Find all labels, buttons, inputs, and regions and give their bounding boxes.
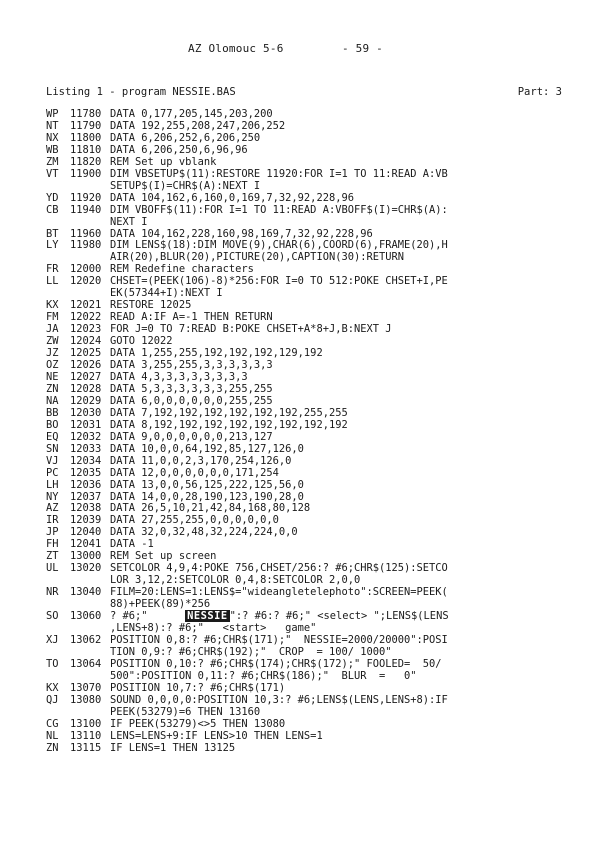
code-text: DATA 104,162,228,160,98,169,7,32,92,228,96 [110, 227, 373, 240]
checksum-code: ZM [46, 155, 59, 168]
checksum-code: XJ [46, 633, 59, 646]
line-number: 12035 [70, 466, 102, 479]
code-text: AIR(20),BLUR(20),PICTURE(20),CAPTION(30):RETURN [110, 251, 405, 264]
checksum-code: LY [46, 239, 59, 252]
listing-line [46, 695, 566, 707]
line-number: 12029 [70, 394, 102, 407]
code-text: FILM=20:LENS=1:LENS$="wideangletelephoto":SCREEN=PEEK( [110, 586, 448, 599]
line-number: 11810 [70, 143, 102, 156]
listing-line [46, 432, 566, 444]
checksum-code: ZT [46, 550, 59, 563]
line-number: 12033 [70, 442, 102, 455]
listing-line [46, 157, 566, 169]
listing-line [46, 444, 566, 456]
line-number: 13020 [70, 562, 102, 575]
checksum-code: FH [46, 538, 59, 551]
checksum-code: JA [46, 323, 59, 336]
code-text: DIM LENS$(18):DIM MOVE(9),CHAR(6),COORD(6),FRAME(20),H [110, 239, 448, 252]
checksum-code: JP [46, 526, 59, 539]
checksum-code: WB [46, 143, 59, 156]
listing-title: Listing 1 - program NESSIE.BAS [46, 86, 236, 98]
line-number: 11940 [70, 203, 102, 216]
line-number: 12024 [70, 335, 102, 348]
checksum-code: WP [46, 108, 59, 120]
code-text: DATA 13,0,0,56,125,222,125,56,0 [110, 478, 304, 491]
code-text: REM Set up vblank [110, 155, 217, 168]
line-number: 11960 [70, 227, 102, 240]
code-text: DATA 0,177,205,145,203,200 [110, 108, 273, 120]
listing-line [46, 420, 566, 432]
line-number: 13064 [70, 657, 102, 670]
checksum-code: YD [46, 191, 59, 204]
code-text: DATA -1 [110, 538, 154, 551]
listing-line [46, 719, 566, 731]
code-text: POSITION 0,10:? #6;CHR$(174);CHR$(172);" FOOLED= 50/ [110, 657, 442, 670]
code-listing [46, 109, 566, 754]
checksum-code: BB [46, 406, 59, 419]
line-number: 12021 [70, 299, 102, 312]
line-number: 13100 [70, 717, 102, 730]
code-text: LOR 3,12,2:SETCOLOR 0,4,8:SETCOLOR 2,0,0 [110, 574, 361, 587]
code-text: DATA 26,5,10,21,42,84,168,80,128 [110, 502, 311, 515]
code-text: DATA 192,255,208,247,206,252 [110, 119, 286, 132]
checksum-code: ZN [46, 382, 59, 395]
line-number: 13070 [70, 681, 102, 694]
listing-line [46, 480, 566, 492]
code-text: CHSET=(PEEK(106)-8)*256:FOR I=0 TO 512:POKE CHSET+I,PE [110, 275, 448, 288]
line-number: 12038 [70, 502, 102, 515]
checksum-code: CG [46, 717, 59, 730]
listing-line [46, 731, 566, 743]
code-text: RESTORE 12025 [110, 299, 192, 312]
checksum-code: SO [46, 610, 59, 623]
checksum-code: UL [46, 562, 59, 575]
line-number: 12000 [70, 263, 102, 276]
code-text: DATA 10,0,0,64,192,85,127,126,0 [110, 442, 304, 455]
line-number: 12040 [70, 526, 102, 539]
listing-subtitle [46, 86, 562, 98]
line-number: 13080 [70, 693, 102, 706]
listing-line [46, 169, 566, 181]
code-text: POSITION 0,8:? #6;CHR$(171);" NESSIE=2000/20000":POSI [110, 633, 448, 646]
code-text: DATA 9,0,0,0,0,0,0,213,127 [110, 430, 273, 443]
code-text: 500":POSITION 0,11:? #6;CHR$(186);" BLUR = 0" [110, 669, 417, 682]
code-text: IF PEEK(53279)<>5 THEN 13080 [110, 717, 286, 730]
code-text: DATA 104,162,6,160,0,169,7,32,92,228,96 [110, 191, 354, 204]
checksum-code: TO [46, 657, 59, 670]
listing-line [46, 743, 566, 755]
line-number: 13115 [70, 741, 102, 754]
checksum-code: LL [46, 275, 59, 288]
line-number: 12025 [70, 347, 102, 360]
code-text-before: ? #6;" [110, 610, 186, 623]
listing-line [46, 408, 566, 420]
listing-line [46, 683, 566, 695]
line-number: 13040 [70, 586, 102, 599]
checksum-code: BT [46, 227, 59, 240]
line-number: 12031 [70, 418, 102, 431]
listing-line [46, 205, 566, 217]
code-text: DATA 8,192,192,192,192,192,192,192,192 [110, 418, 348, 431]
line-number: 11790 [70, 119, 102, 132]
code-text: DATA 27,255,255,0,0,0,0,0,0 [110, 514, 279, 527]
line-number: 11980 [70, 239, 102, 252]
checksum-code: FM [46, 311, 59, 324]
listing-line [46, 193, 566, 205]
checksum-code: JZ [46, 347, 59, 360]
checksum-code: QJ [46, 693, 59, 706]
line-number: 12037 [70, 490, 102, 503]
checksum-code: PC [46, 466, 59, 479]
code-text: REM Redefine characters [110, 263, 254, 276]
code-text: 88)+PEEK(89)*256 [110, 598, 211, 611]
checksum-code: NE [46, 370, 59, 383]
code-text: DATA 6,206,250,6,96,96 [110, 143, 248, 156]
checksum-code: NY [46, 490, 59, 503]
checksum-code: SN [46, 442, 59, 455]
line-number: 12034 [70, 454, 102, 467]
line-number: 13062 [70, 633, 102, 646]
checksum-code: NX [46, 131, 59, 144]
code-text: IF LENS=1 THEN 13125 [110, 741, 236, 754]
listing-line [46, 659, 566, 671]
code-text: READ A:IF A=-1 THEN RETURN [110, 311, 273, 324]
code-text: DATA 4,3,3,3,3,3,3,3,3 [110, 370, 248, 383]
checksum-code: NR [46, 586, 59, 599]
checksum-code: CB [46, 203, 59, 216]
line-number: 12027 [70, 370, 102, 383]
listing-continuation [46, 707, 566, 719]
listing-continuation [46, 671, 566, 683]
checksum-code: AZ [46, 502, 59, 515]
line-number: 11820 [70, 155, 102, 168]
listing-line [46, 468, 566, 480]
line-number: 12036 [70, 478, 102, 491]
listing-part: Part: 3 [517, 86, 562, 98]
code-text: REM Set up screen [110, 550, 217, 563]
line-number: 11900 [70, 167, 102, 180]
checksum-code: NL [46, 729, 59, 742]
checksum-code: OZ [46, 359, 59, 372]
checksum-code: LH [46, 478, 59, 491]
inverse-video-text: NESSIE [187, 610, 228, 623]
checksum-code: ZN [46, 741, 59, 754]
line-number: 12041 [70, 538, 102, 551]
code-text: DIM VBOFF$(11):FOR I=1 TO 11:READ A:VBOFF$(I)=CHR$(A): [110, 203, 448, 216]
header-publication: AZ Olomouc 5-6 [188, 42, 284, 55]
code-text: DATA 6,0,0,0,0,0,0,255,255 [110, 394, 273, 407]
line-number: 12023 [70, 323, 102, 336]
listing-line [46, 456, 566, 468]
line-number: 11920 [70, 191, 102, 204]
code-text: LENS=LENS+9:IF LENS>10 THEN LENS=1 [110, 729, 323, 742]
checksum-code: ZW [46, 335, 59, 348]
line-number: 12022 [70, 311, 102, 324]
code-text: SETUP$(I)=CHR$(A):NEXT I [110, 179, 261, 192]
code-text: DIM VBSETUP$(11):RESTORE 11920:FOR I=1 TO 11:READ A:VB [110, 167, 448, 180]
listing-continuation [46, 181, 566, 193]
line-number: 12026 [70, 359, 102, 372]
code-text-after: ":? #6:? #6;" <select> ";LENS$(LENS [229, 610, 449, 623]
code-text: SOUND 0,0,0,0:POSITION 10,3:? #6;LENS$(LENS,LENS+8):IF [110, 693, 448, 706]
line-number: 13000 [70, 550, 102, 563]
code-text: DATA 14,0,0,28,190,123,190,28,0 [110, 490, 304, 503]
checksum-code: VJ [46, 454, 59, 467]
code-text: DATA 12,0,0,0,0,0,0,171,254 [110, 466, 279, 479]
line-number: 13110 [70, 729, 102, 742]
checksum-code: KX [46, 299, 59, 312]
checksum-code: VT [46, 167, 59, 180]
code-text: DATA 32,0,32,48,32,224,224,0,0 [110, 526, 298, 539]
line-number: 11800 [70, 131, 102, 144]
code-text: SETCOLOR 4,9,4:POKE 756,CHSET/256:? #6;CHR$(125):SETCO [110, 562, 448, 575]
code-text: TION 0,9:? #6;CHR$(192);" CROP = 100/ 1000" [110, 645, 392, 658]
line-number: 12020 [70, 275, 102, 288]
checksum-code: FR [46, 263, 59, 276]
page-number: - 59 - [342, 42, 383, 55]
code-text: FOR J=0 TO 7:READ B:POKE CHSET+A*8+J,B:NEXT J [110, 323, 392, 336]
checksum-code: NT [46, 119, 59, 132]
code-text: PEEK(53279)=6 THEN 13160 [110, 705, 261, 718]
checksum-code: BO [46, 418, 59, 431]
code-text: EK(57344+I):NEXT I [110, 287, 223, 300]
checksum-code: NA [46, 394, 59, 407]
code-text: DATA 7,192,192,192,192,192,192,255,255 [110, 406, 348, 419]
line-number: 12039 [70, 514, 102, 527]
code-text: DATA 3,255,255,3,3,3,3,3,3 [110, 359, 273, 372]
code-text: DATA 6,206,252,6,206,250 [110, 131, 261, 144]
line-number: 12030 [70, 406, 102, 419]
line-number: 11780 [70, 108, 102, 120]
code-text: ,LENS+8):? #6;" <start> game" [110, 621, 317, 634]
checksum-code: KX [46, 681, 59, 694]
code-text: GOTO 12022 [110, 335, 173, 348]
checksum-code: EQ [46, 430, 59, 443]
code-text: NEXT I [110, 215, 148, 228]
listing-continuation [46, 217, 566, 229]
checksum-code: IR [46, 514, 59, 527]
code-text: DATA 1,255,255,192,192,192,129,192 [110, 347, 323, 360]
code-text: POSITION 10,7:? #6;CHR$(171) [110, 681, 286, 694]
line-number: 12028 [70, 382, 102, 395]
line-number: 13060 [70, 610, 102, 623]
code-text: DATA 5,3,3,3,3,3,3,255,255 [110, 382, 273, 395]
code-text: DATA 11,0,0,2,3,170,254,126,0 [110, 454, 292, 467]
line-number: 12032 [70, 430, 102, 443]
